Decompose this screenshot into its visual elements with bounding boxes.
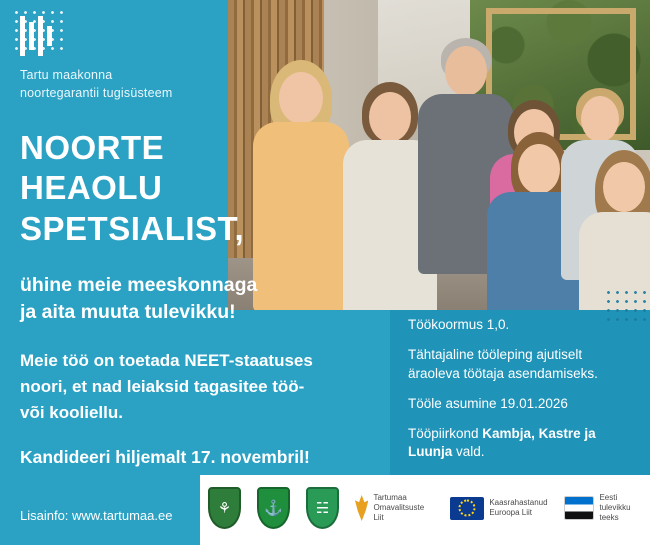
tartumaa-liit-line-1: Tartumaa bbox=[373, 493, 407, 502]
body-text bbox=[20, 348, 375, 425]
deadline-text bbox=[20, 446, 380, 469]
eu-line-2: Euroopa Liit bbox=[489, 508, 533, 517]
deadline-prefix: Kandideeri hiljemalt bbox=[20, 447, 192, 467]
info-contract-line-b: äraoleva töötaja asendamiseks. bbox=[408, 365, 598, 381]
eu-flag-icon bbox=[450, 497, 484, 520]
tartumaa-liit-line-2: Omavalitsuste Liit bbox=[373, 503, 425, 522]
info-panel-content bbox=[408, 316, 640, 473]
eesti-tulevikku-logo bbox=[564, 493, 650, 523]
euroopa-liit-logo bbox=[450, 497, 547, 520]
kambja-vald-coat-of-arms-icon bbox=[208, 487, 241, 529]
photo-person-7 bbox=[576, 150, 650, 310]
eu-line-1: Kaasrahastanud bbox=[489, 498, 548, 507]
kastre-vald-coat-of-arms-icon bbox=[257, 487, 290, 529]
body-line-3: või kooliellu. bbox=[20, 402, 123, 422]
kastre-glyph: ⚓ bbox=[264, 500, 283, 517]
subheadline-line-1: ühine meie meeskonnaga bbox=[20, 274, 258, 296]
estonian-flag-icon bbox=[564, 496, 595, 520]
team-photo bbox=[228, 0, 650, 310]
partner-logo-row bbox=[208, 481, 650, 535]
info-contract-line-a: Tähtajaline tööleping ajutiselt bbox=[408, 346, 583, 362]
info-region bbox=[408, 425, 640, 463]
headline-line-3: SPETSIALIST, bbox=[20, 209, 245, 247]
photo-person-head bbox=[445, 46, 487, 96]
photo-person-head bbox=[369, 92, 411, 142]
contact-info[interactable]: Lisainfo: www.tartumaa.ee bbox=[20, 508, 173, 523]
info-contract bbox=[408, 346, 640, 384]
luunja-vald-coat-of-arms-icon bbox=[306, 487, 339, 529]
info-workload: Töökoormus 1,0. bbox=[408, 317, 510, 332]
kambja-glyph: ⚘ bbox=[217, 500, 232, 517]
subheadline bbox=[20, 272, 370, 327]
headline-line-2: HEAOLU bbox=[20, 169, 163, 207]
eesti-logo-text bbox=[599, 493, 650, 523]
info-region-suffix: vald. bbox=[452, 444, 485, 460]
brand-line-1: Tartu maakonna bbox=[20, 68, 113, 82]
brand-block bbox=[20, 16, 220, 102]
body-line-2: noori, et nad leiaksid tagasitee töö- bbox=[20, 376, 305, 396]
eu-logo-text bbox=[489, 498, 547, 518]
headline-line-1: NOORTE bbox=[20, 129, 165, 166]
photo-person-head bbox=[603, 162, 645, 212]
tartumaa-liit-text bbox=[373, 493, 434, 523]
brand-line-2: noortegarantii tugisüsteem bbox=[20, 86, 173, 101]
eesti-line-2: tulevikku teeks bbox=[599, 503, 631, 522]
body-line-1: Meie töö on toetada NEET-staatuses bbox=[20, 351, 313, 370]
photo-person-head bbox=[518, 144, 560, 194]
tartumaa-omavalitsuste-liit-logo bbox=[355, 493, 434, 523]
photo-person-head bbox=[279, 72, 323, 124]
info-region-bold-1: Kambja, Kastre ja bbox=[482, 425, 596, 441]
subheadline-line-2: ja aita muuta tulevikku! bbox=[20, 301, 236, 324]
info-start-date: Tööle asumine 19.01.2026 bbox=[408, 395, 568, 411]
info-region-bold-2: Luunja bbox=[408, 444, 453, 460]
eesti-line-1: Eesti bbox=[599, 493, 618, 502]
deadline-date: 17. novembril! bbox=[191, 447, 310, 467]
tartu-maakonna-logo-icon bbox=[20, 16, 54, 56]
page-title bbox=[20, 128, 280, 249]
luunja-glyph: ☵ bbox=[315, 500, 330, 517]
info-region-prefix: Tööpiirkond bbox=[408, 425, 483, 441]
photo-person-head bbox=[581, 96, 619, 142]
tulip-icon bbox=[355, 495, 369, 521]
